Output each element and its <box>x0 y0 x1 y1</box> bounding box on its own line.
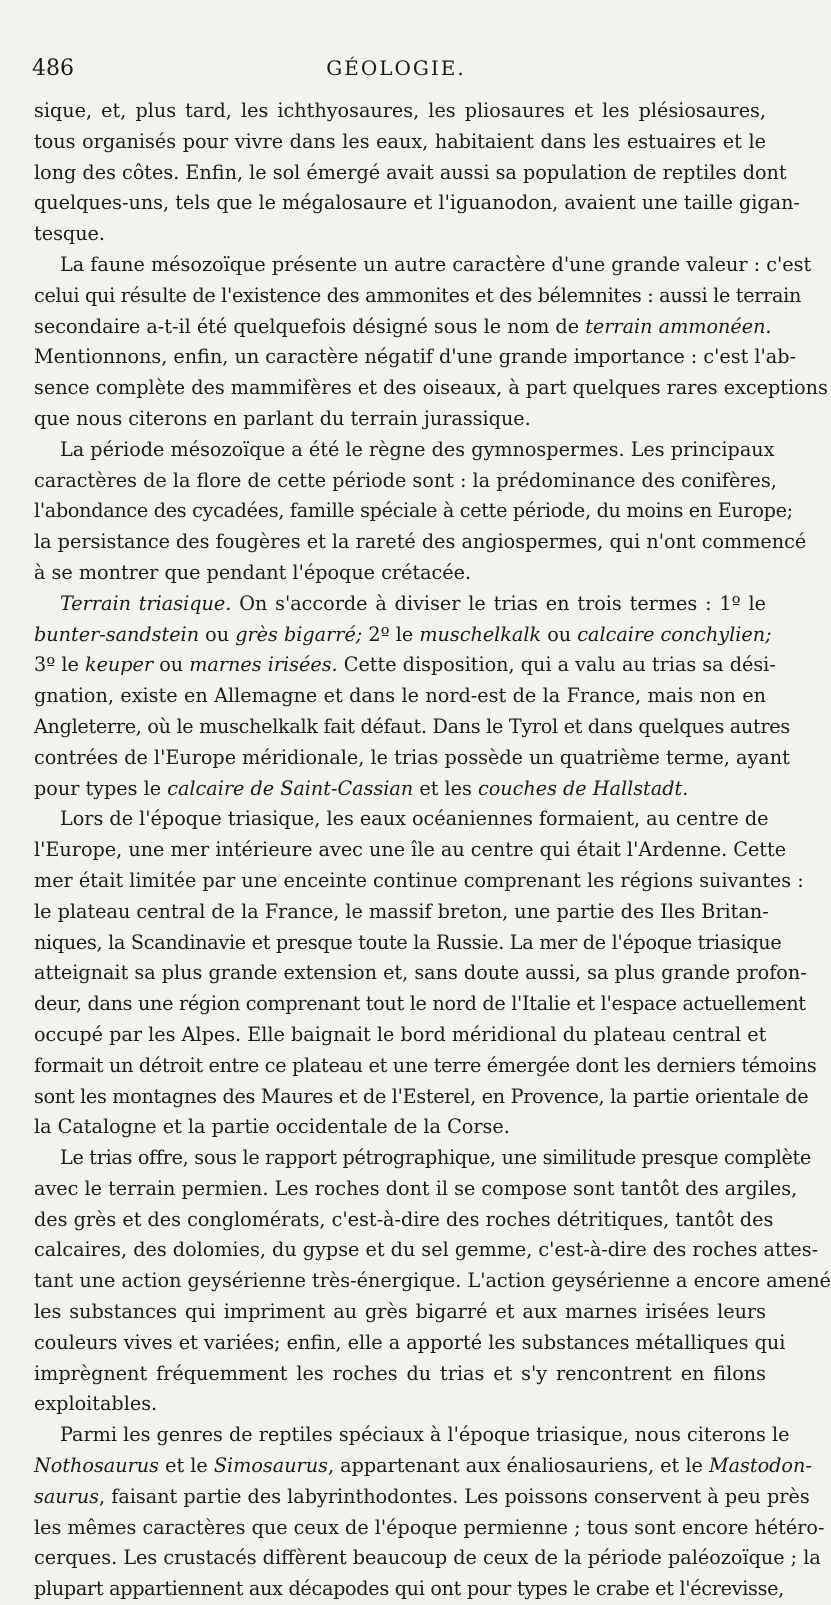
text-line: Le trias offre, sous le rapport pétrographique, une similitude presque complète <box>60 1146 811 1170</box>
text-line <box>34 1451 812 1482</box>
text-line: l'abondance des cycadées, famille spéciale à cette période, du moins en Europe; <box>34 499 793 523</box>
italic-term: Nothosaurus <box>34 1454 159 1478</box>
text-line: les substances qui impriment au grès bigarré et aux marnes irisées leurs <box>34 1300 766 1324</box>
italic-term: grès bigarré; <box>235 622 363 646</box>
text-segment: 3º le <box>34 653 79 677</box>
page-number: 486 <box>32 56 74 81</box>
text-line <box>34 774 766 805</box>
italic-term: bunter-sandstein <box>34 622 200 646</box>
text-line: caractères de la flore de cette période sont : la prédominance des conifères, <box>34 468 777 492</box>
text-line: exploitables. <box>34 1392 158 1416</box>
text-line: sence complète des mammifères et des oiseaux, à part quelques rares exceptions <box>34 376 828 400</box>
page-header <box>32 56 760 92</box>
text-segment: pour types le <box>34 776 162 800</box>
text-segment: On s'accorde à diviser le trias en trois termes : 1º le <box>239 591 766 615</box>
italic-term: couches de Hallstadt. <box>477 776 689 800</box>
text-line: la Catalogne et la partie occidentale de la Corse. <box>34 1115 510 1139</box>
text-line: Mentionnons, enfin, un caractère négatif d'une grande importance : c'est l'ab- <box>34 345 797 369</box>
text-line: la persistance des fougères et la rareté des angiospermes, qui n'ont commencé <box>34 530 807 554</box>
text-line: formait un détroit entre ce plateau et une terre émergée dont les derniers témoins <box>34 1053 817 1077</box>
text-line: à se montrer que pendant l'époque crétacée. <box>34 560 472 584</box>
text-line: l'Europe, une mer intérieure avec une île au centre qui était l'Ardenne. Cette <box>34 838 787 862</box>
text-line: atteignait sa plus grande extension et, sans doute aussi, sa plus grande profon- <box>34 961 807 985</box>
text-line: long des côtes. Enfin, le sol émergé avait aussi sa population de reptiles dont <box>34 160 787 184</box>
text-segment: et le <box>165 1454 208 1478</box>
text-segment: secondaire a-t-il été quelquefois désigné sous le nom de <box>34 314 580 338</box>
text-segment: , appartenant aux énaliosauriens, et le <box>327 1454 703 1478</box>
text-line: contrées de l'Europe méridionale, le trias possède un quatrième terme, ayant <box>34 745 790 769</box>
text-line: avec le terrain permien. Les roches dont il se compose sont tantôt des argiles, <box>34 1176 798 1200</box>
running-title: GÉOLOGIE. <box>326 56 466 80</box>
text-line: tant une action geysérienne très-énergique. L'action geysérienne a encore amené <box>34 1269 831 1293</box>
text-line: tous organisés pour vivre dans les eaux, habitaient dans les estuaires et le <box>34 129 766 153</box>
text-line: cerques. Les crustacés diffèrent beaucoup de ceux de la période paléozoïque ; la <box>34 1546 821 1570</box>
text-segment: 2º le <box>368 622 414 646</box>
text-line: plupart appartiennent aux décapodes qui ont pour types le crabe et l'écrevisse, <box>34 1577 785 1601</box>
text-line: les mêmes caractères que ceux de l'époque permienne ; tous sont encore hétéro- <box>34 1515 825 1539</box>
text-line <box>34 650 776 681</box>
text-line: quelques-uns, tels que le mégalosaure et l'iguanodon, avaient une taille gigan- <box>34 191 800 215</box>
text-line: La période mésozoïque a été le règne des gymnospermes. Les principaux <box>60 437 775 461</box>
italic-term: calcaire de Saint-Cassian <box>167 776 414 800</box>
text-line: couleurs vives et variées; enfin, elle a apporté les substances métalliques qui <box>34 1330 786 1354</box>
text-line: le plateau central de la France, le massif breton, une partie des Iles Britan- <box>34 899 769 923</box>
text-line: Angleterre, où le muschelkalk fait défaut. Dans le Tyrol et dans quelques autres <box>34 714 790 738</box>
text-line: mer était limitée par une enceinte continue comprenant les régions suivantes : <box>34 868 804 892</box>
italic-term: keuper <box>84 653 154 677</box>
italic-term: saurus <box>34 1484 100 1508</box>
text-segment: et les <box>419 776 472 800</box>
italic-term: calcaire conchylien; <box>577 622 772 646</box>
text-segment: ou <box>205 622 230 646</box>
text-segment: ou <box>159 653 184 677</box>
text-segment: Cette disposition, qui a valu au trias sa dési- <box>343 653 776 677</box>
text-line <box>34 589 766 620</box>
text-line: calcaires, des dolomies, du gypse et du sel gemme, c'est-à-dire des roches attes- <box>34 1238 819 1262</box>
text-line: occupé par les Alpes. Elle baignait le bord méridional du plateau central et <box>34 1022 767 1046</box>
italic-term: marnes irisées. <box>189 653 338 677</box>
text-line: sont les montagnes des Maures et de l'Esterel, en Provence, la partie orientale de <box>34 1084 809 1108</box>
text-line: des grès et des conglomérats, c'est-à-dire des roches détritiques, tantôt des <box>34 1207 774 1231</box>
text-line: Lors de l'époque triasique, les eaux océaniennes formaient, au centre de <box>60 807 769 831</box>
text-line <box>34 1482 810 1513</box>
italic-term: muschelkalk <box>419 622 542 646</box>
italic-term: Simosaurus <box>213 1454 328 1478</box>
body-text <box>34 96 831 1605</box>
text-line <box>34 312 772 343</box>
text-line: celui qui résulte de l'existence des ammonites et des bélemnites : aussi le terrain <box>34 283 802 307</box>
text-line: gnation, existe en Allemagne et dans le nord-est de la France, mais non en <box>34 684 766 708</box>
text-segment: ou <box>547 622 572 646</box>
text-line: sique, et, plus tard, les ichthyosaures, les pliosaures et les plésiosaures, <box>34 99 766 122</box>
text-line: deur, dans une région comprenant tout le nord de l'Italie et l'espace actuellement <box>34 992 806 1016</box>
text-line: imprègnent fréquemment les roches du trias et s'y rencontrent en filons <box>34 1361 766 1385</box>
italic-term: Mastodon- <box>708 1454 812 1478</box>
text-line: La faune mésozoïque présente un autre caractère d'une grande valeur : c'est <box>60 252 812 276</box>
text-segment: , faisant partie des labyrinthodontes. Les poissons conservent à peu près <box>99 1484 810 1508</box>
text-line <box>34 620 772 651</box>
text-line: niques, la Scandinavie et presque toute la Russie. La mer de l'époque triasique <box>34 930 782 954</box>
section-heading: Terrain triasique. <box>60 591 232 615</box>
italic-term: terrain ammonéen. <box>585 314 772 338</box>
text-line: tesque. <box>34 222 106 246</box>
text-line: Parmi les genres de reptiles spéciaux à l'époque triasique, nous citerons le <box>60 1423 790 1447</box>
text-line: que nous citerons en parlant du terrain jurassique. <box>34 406 531 430</box>
